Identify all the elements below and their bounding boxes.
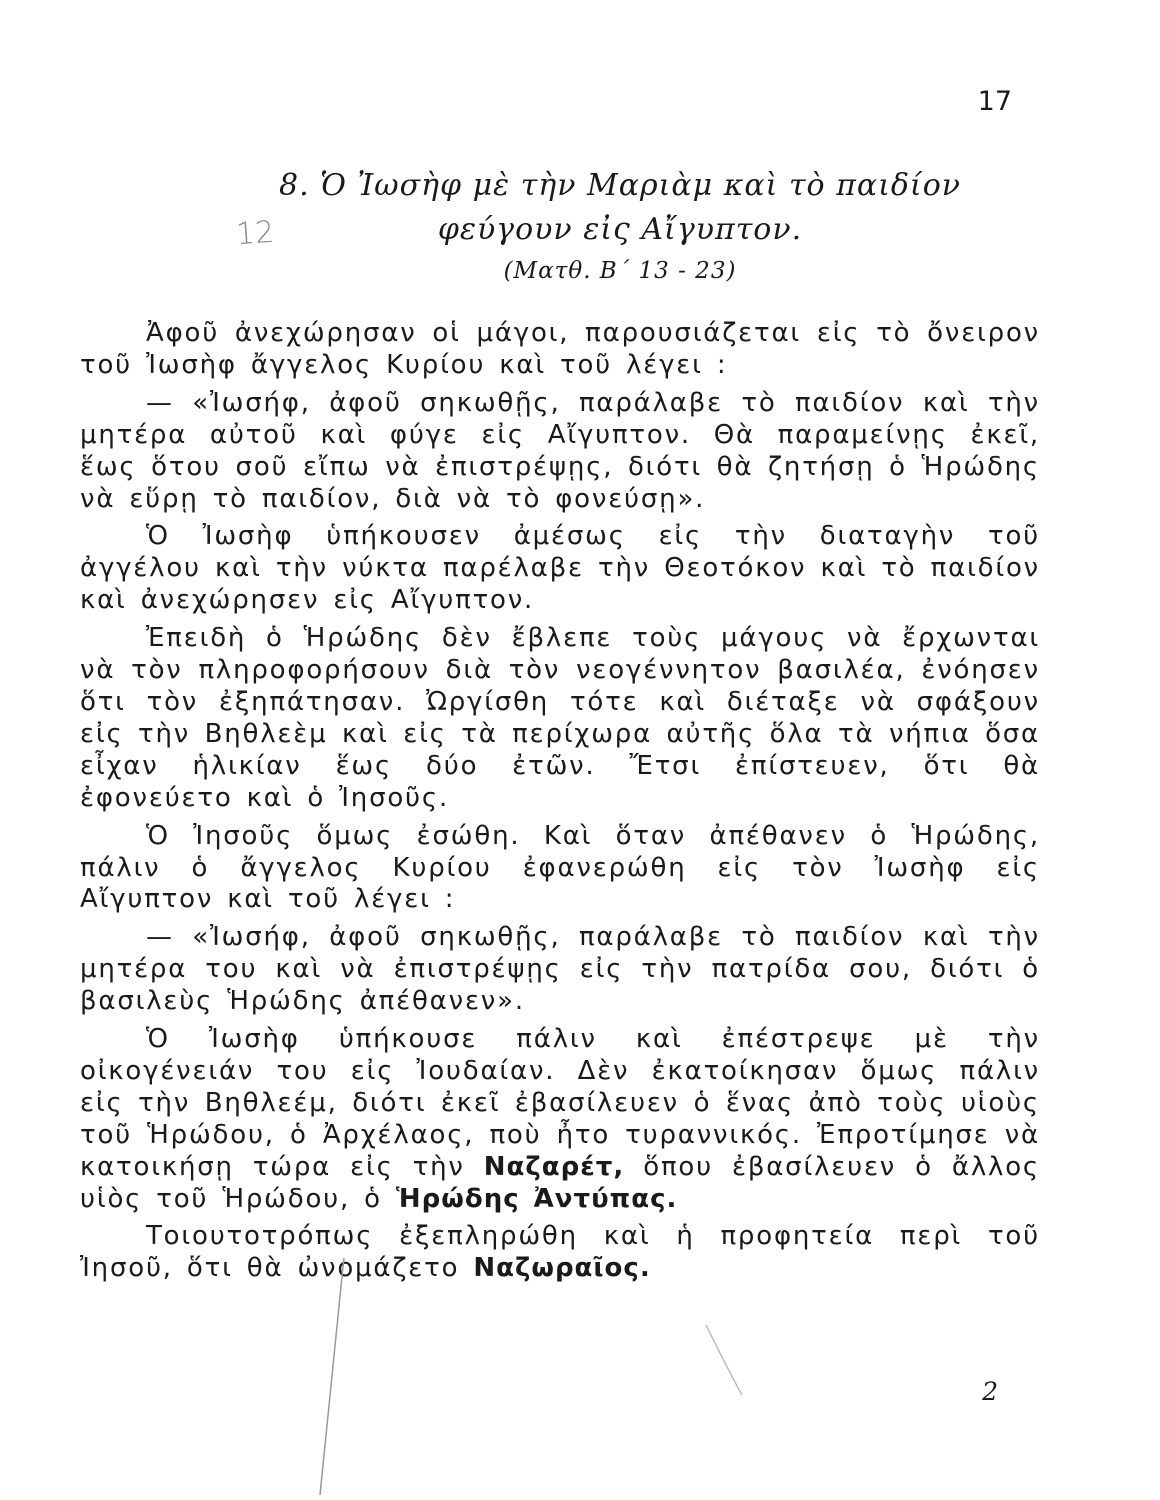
pencil-stroke (706, 1325, 742, 1395)
bold-title-word: Ναζωραῖος. (473, 1253, 651, 1284)
paragraph (80, 1024, 1040, 1215)
chapter-body (80, 318, 1040, 1291)
bold-place-name: Ναζαρέτ, (483, 1151, 625, 1182)
paragraph-text: Τοιουτοτρόπως ἐξεπληρώθη καὶ ἡ προφητεία περὶ τοῦ Ἰησοῦ, ὅτι θὰ ὠνομάζετο (80, 1221, 1040, 1284)
paragraph: Ὁ Ἰησοῦς ὅμως ἐσώθη. Καὶ ὅταν ἀπέθανεν ὁ Ἡρώδης, πάλιν ὁ ἄγγελος Κυρίου ἐφανερώθη εἰς τὸν Ἰωσὴφ εἰς Αἴγυπτον καὶ τοῦ λέγει : (80, 820, 1040, 915)
paragraph: Ἀφοῦ ἀνεχώρησαν οἱ μάγοι, παρουσιάζεται εἰς τὸ ὄνειρον τοῦ Ἰωσὴφ ἄγγελος Κυρίου καὶ τοῦ λέγει : (80, 318, 1040, 380)
paragraph: Ἐπειδὴ ὁ Ἡρώδης δὲν ἔβλεπε τοὺς μάγους νὰ ἔρχωνται νὰ τὸν πληροφορήσουν διὰ τὸν νεογέννητον βασιλέα, ἐνόησεν ὅτι τὸν ἐξηπάτησαν. Ὠργίσθη τότε καὶ διέταξε νὰ σφάξουν εἰς τὴν Βηθλεὲμ καὶ εἰς τὰ περίχωρα αὐτῆς ὅλα τὰ νήπια ὅσα εἶχαν ἡλικίαν ἕως δύο ἐτῶν. Ἔτσι ἐπίστευεν, ὅτι θὰ ἐφονεύετο καὶ ὁ Ἰησοῦς. (80, 623, 1040, 813)
paragraph (80, 1221, 1040, 1285)
signature-mark: 2 (982, 1377, 998, 1406)
paragraph-text: Ὁ Ἰωσὴφ ὑπήκουσε πάλιν καὶ ἐπέστρεψε μὲ τὴν οἰκογένειάν του εἰς Ἰουδαίαν. Δὲν ἐκατοίκησαν ὅμως πάλιν εἰς τὴν Βηθλεέμ, διότι ἐκεῖ ἐβασίλευεν ὁ ἕνας ἀπὸ τοὺς υἱοὺς τοῦ Ἡρώδου, ὁ Ἀρχέλαος, ποὺ ἦτο τυραννικός. Ἐπροτίμησε νὰ κατοικήσῃ τώρα εἰς τὴν (80, 1024, 1040, 1182)
paragraph: — «Ἰωσήφ, ἀφοῦ σηκωθῇς, παράλαβε τὸ παιδίον καὶ τὴν μητέρα του καὶ νὰ ἐπιστρέψῃς εἰς τὴν πατρίδα σου, διότι ὁ βασιλεὺς Ἡρώδης ἀπέθανεν». (80, 922, 1040, 1017)
chapter-title-line-1: 8. Ὁ Ἰωσὴφ μὲ τὴν Μαριὰμ καὶ τὸ παιδίον (279, 168, 961, 203)
pencil-annotation: 12 (234, 214, 276, 253)
pencil-stroke (320, 1258, 344, 1495)
scripture-reference: (Ματθ. Β΄ 13 - 23) (503, 258, 737, 284)
chapter-title-line-2: φεύγουν εἰς Αἴγυπτον. (437, 212, 803, 247)
paragraph: — «Ἰωσήφ, ἀφοῦ σηκωθῇς, παράλαβε τὸ παιδίον καὶ τὴν μητέρα αὐτοῦ καὶ φύγε εἰς Αἴγυπτον. Θὰ παραμείνῃς ἐκεῖ, ἕως ὅτου σοῦ εἴπω νὰ ἐπιστρέψῃς, διότι θὰ ζητήσῃ ὁ Ἡρώδης νὰ εὕρῃ τὸ παιδίον, διὰ νὰ τὸ φονεύσῃ». (80, 387, 1040, 514)
bold-person-name: Ἡρώδης Ἀντύπας. (395, 1183, 678, 1214)
paragraph-text: ὅπου ἐβασίλευεν ὁ ἄλλος υἱὸς τοῦ Ἡρώδου, ὁ (80, 1151, 1040, 1214)
page-number: 17 (977, 86, 1012, 117)
paragraph: Ὁ Ἰωσὴφ ὑπήκουσεν ἀμέσως εἰς τὴν διαταγὴν τοῦ ἀγγέλου καὶ τὴν νύκτα παρέλαβε τὴν Θεοτόκον καὶ τὸ παιδίον καὶ ἀνεχώρησεν εἰς Αἴγυπτον. (80, 521, 1040, 616)
